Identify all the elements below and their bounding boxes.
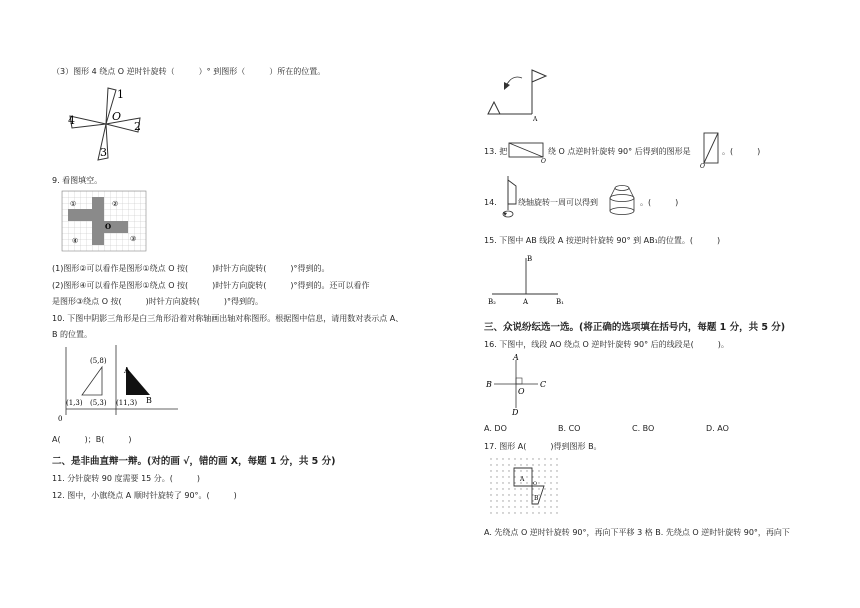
q17-label-a: A xyxy=(520,476,525,483)
question-9-2b: 是图形③绕点 O 按( )时针方向旋转( )°得到的。 xyxy=(52,297,264,306)
q16-option-a: A. DO xyxy=(484,424,507,433)
grid-label-4: ④ xyxy=(72,237,79,245)
q16-option-c: C. BO xyxy=(632,424,655,433)
q16-label-d: D xyxy=(512,408,519,417)
q9-grid-figure xyxy=(62,191,146,251)
section-2-heading: 二、是非曲直辩一辩。(对的画 √，错的画 X，每题 1 分，共 5 分) xyxy=(52,456,336,467)
q15-label-a: A xyxy=(523,298,529,306)
q10-label-b: B xyxy=(146,396,152,405)
q10-label-5-8: (5,8) xyxy=(90,357,107,365)
fig1-label-4: 4 xyxy=(68,114,75,127)
q15-label-b2: B₂ xyxy=(488,298,496,306)
q13-rotated-rectangle-icon xyxy=(700,132,724,168)
grid-label-2: ② xyxy=(112,200,119,208)
question-15: 15. 下图中 AB 线段 A 按逆时针旋转 90° 到 AB₁的位置。( ) xyxy=(484,236,721,245)
fig1-label-2: 2 xyxy=(134,120,141,133)
q16-label-a: A xyxy=(513,353,519,362)
q16-cross-figure xyxy=(486,354,550,416)
grid-label-3: ③ xyxy=(130,235,137,243)
grid-label-o: O xyxy=(105,222,112,231)
q10-label-a: A xyxy=(124,366,130,375)
question-9-2a: (2)图形④可以看作是图形①绕点 O 按( )时针方向旋转( )°得到的。还可以看作 xyxy=(52,281,370,290)
fig1-label-o: O xyxy=(112,110,122,123)
q16-option-d: D. AO xyxy=(706,424,729,433)
question-9-1: (1)图形②可以看作是图形①绕点 O 按( )时针方向旋转( )°得到的。 xyxy=(52,264,330,273)
q12-flag-figure xyxy=(484,66,554,122)
question-16: 16. 下图中，线段 AO 绕点 O 逆时针旋转 90° 后的线段是( )。 xyxy=(484,340,729,349)
q17-options: A. 先绕点 O 逆时针旋转 90°，再向下平移 3 格 B. 先绕点 O 逆时针旋转 90°，再向下 xyxy=(484,528,790,537)
question-14-pre: 14. xyxy=(484,198,497,207)
q16-label-b: B xyxy=(486,380,492,389)
question-14-mid: 绕轴旋转一周可以得到 xyxy=(518,198,598,207)
q10-label-11-3: (11,3) xyxy=(116,399,138,407)
q13-label-o2: O xyxy=(700,163,705,170)
question-9-text: 9. 看图填空。 xyxy=(52,176,103,185)
q15-label-b1: B₁ xyxy=(556,298,564,306)
q16-label-o: O xyxy=(518,387,525,396)
q10-label-zero: 0 xyxy=(58,415,63,423)
q13-rectangle-icon xyxy=(508,142,548,164)
q17-label-b: B xyxy=(534,495,539,502)
q13-label-o1: O xyxy=(541,158,546,165)
q15-segment-figure xyxy=(486,252,570,306)
q15-label-b: B xyxy=(527,255,533,263)
q10-label-5-3: (5,3) xyxy=(90,399,107,407)
question-17: 17. 图形 A( )得到图形 B。 xyxy=(484,442,602,451)
q10-symmetry-figure xyxy=(54,343,184,423)
question-13-end: 。( ) xyxy=(722,147,761,156)
question-11: 11. 分针旋转 90 度需要 15 分。( ) xyxy=(52,474,201,483)
section-3-heading: 三、众说纷纭选一选。(将正确的选项填在括号内，每题 1 分，共 5 分) xyxy=(484,322,786,333)
question-10-line2: B 的位置。 xyxy=(52,330,93,339)
fig1-label-3: 3 xyxy=(100,146,107,159)
question-3-text: （3）图形 4 绕点 O 逆时针旋转（ ）° 到图形（ ）所在的位置。 xyxy=(52,67,326,76)
q17-label-o: O xyxy=(533,481,538,487)
question-10-line1: 10. 下图中阴影三角形是白三角形沿着对称轴画出轴对称图形。根据图中信息，请用数对表示点 A、 xyxy=(52,314,404,323)
question-13-pre: 13. 把 xyxy=(484,147,508,156)
question-13-post: 绕 O 点逆时针旋转 90° 后得到的图形是 xyxy=(548,147,691,156)
flag-label-a: A xyxy=(533,116,538,123)
fig1-label-1: 1 xyxy=(117,88,124,101)
question-12: 12. 图中，小旗绕点 A 顺时针旋转了 90°。( ) xyxy=(52,491,237,500)
q14-solid-icon xyxy=(606,182,638,216)
q10-label-1-3: (1,3) xyxy=(66,399,83,407)
q17-dot-grid-figure xyxy=(488,456,560,518)
question-14-end: 。( ) xyxy=(640,198,679,207)
rotation-figure-4-triangles xyxy=(62,84,152,164)
question-10-answer: A( )；B( ) xyxy=(52,435,132,444)
q16-label-c: C xyxy=(540,380,547,389)
grid-label-1: ① xyxy=(70,200,77,208)
q16-option-b: B. CO xyxy=(558,424,581,433)
